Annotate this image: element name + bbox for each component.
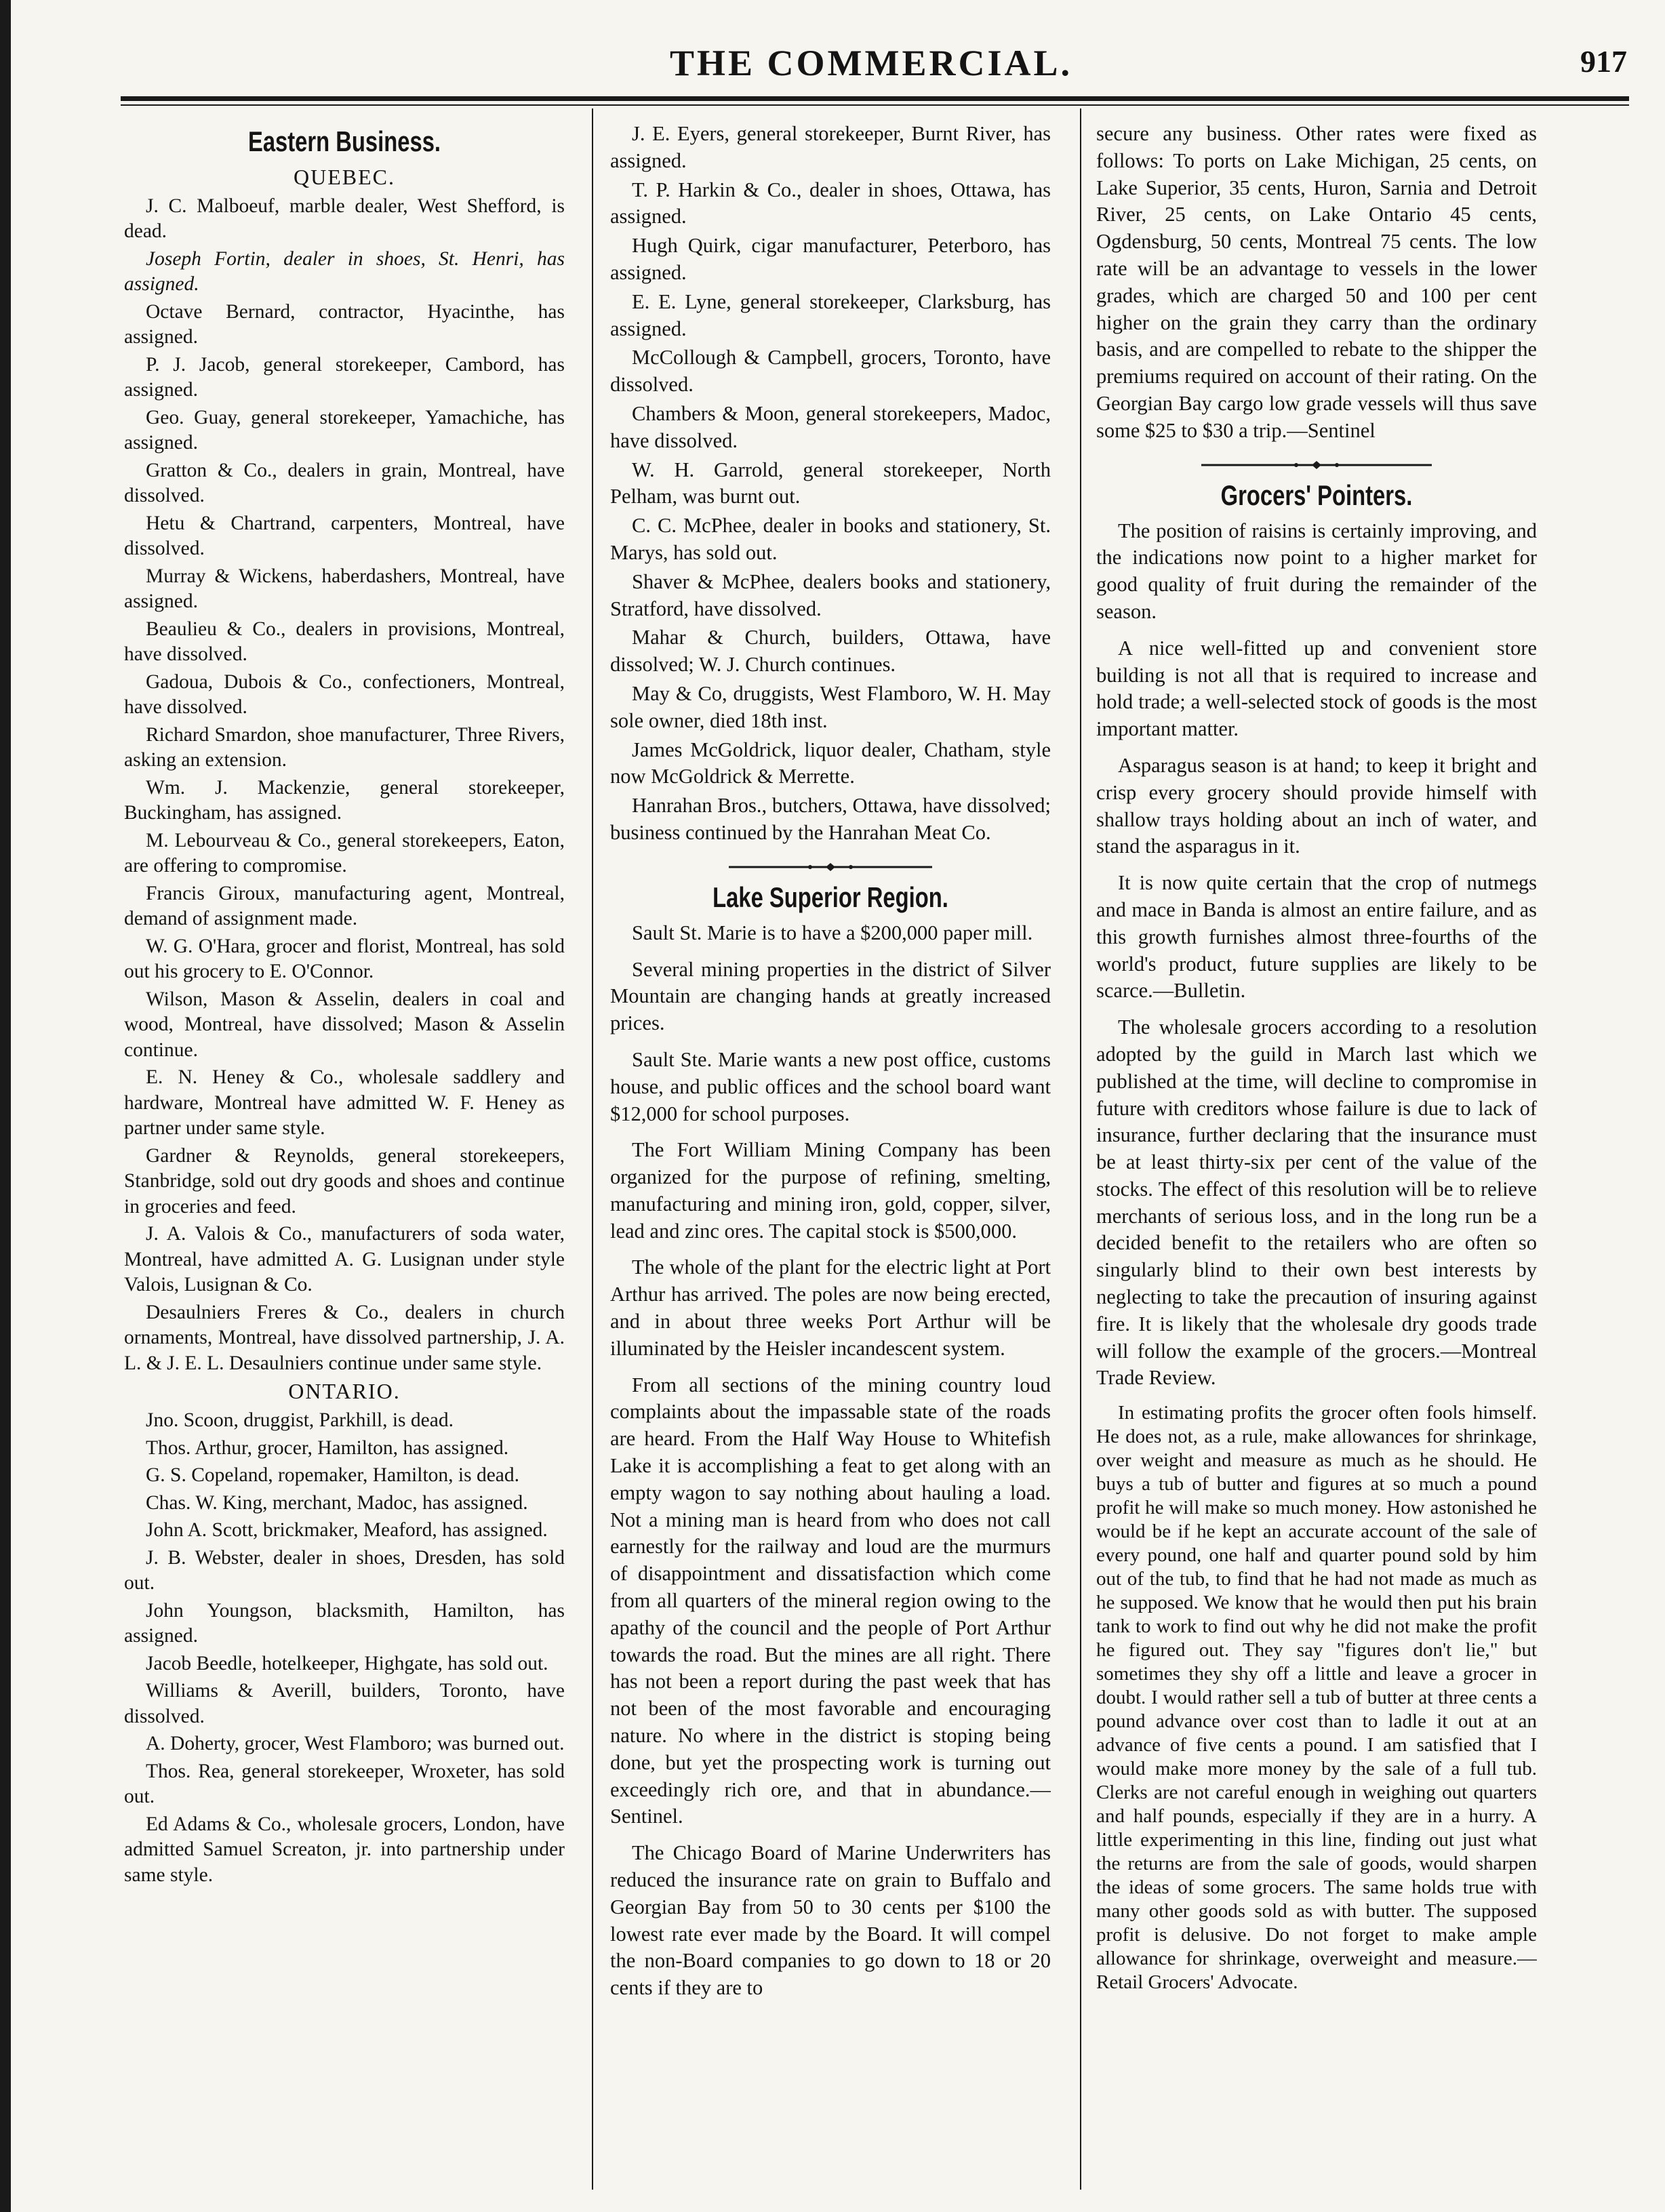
list-item: Chas. W. King, merchant, Madoc, has assigned. <box>146 1491 528 1514</box>
list-item: Mahar & Church, builders, Ottawa, have dissolved; W. J. Church continues. <box>610 626 1051 677</box>
list-item: J. A. Valois & Co., manufacturers of soda water, Montreal, have admitted A. G. Lusignan under style Valois, Lusignan & Co. <box>124 1223 565 1296</box>
paragraph: In estimating profits the grocer often fools himself. He does not, as a rule, make allowances for shrinkage, over weight and measure as much as he should. He buys a tub of butter and figures at so much a pound profit he will make so much money. How astonished he would be if he kept an accurate account of the sale of every pound, one half and quarter pound sold by him out of the tub, to find that he had not made as much as he supposed. We know that he would then put his brain tank to work to find out why he did not make the profit he figured out. They say "figures don't lie," but sometimes they shy off a little and leave a grocer in doubt. I would rather sell a tub of butter at three cents a pound advance over cost than to ladle it out at an advance of five cents a pound. I am satisfied that I would make more money by the sale of a full tub. Clerks are not careful enough in weighing out quarters and half pounds, especially if they are in a hurry. A little experimenting in this line, finding out just what the returns are from the sale of goods, would sharpen the ideas of some grocers. The same holds true with many other goods sold as with butter. The supposed profit is delusive. Do not forget to make ample allowance for shrinkage, overweight and measure.—Retail Grocers' Advocate. <box>1096 1402 1537 1994</box>
list-item: Chambers & Moon, general storekeepers, Madoc, have dissolved. <box>610 401 1051 452</box>
paragraph: From all sections of the mining country loud complaints about the impassable state of the roads are heard. From the Half Way House to Whitefish Lake it is accomplishing a feat to get along with an empty wagon to say nothing about hauling a load. Not a mining man is heard from who does not call earnestly for the railway and loud are the murmurs of disappointment and dissatisfaction which come from all quarters of the mineral region owing to the apathy of the council and the people of Port Arthur towards the road. But the mines are all right. There has not been a report during the past week that has not been of the most favorable and encouraging nature. No where in the district is stoping being done, but yet the prospecting work is turning out exceedingly rich ore, and that in abundance.—Sentinel. <box>610 1373 1051 1828</box>
list-item: J. E. Eyers, general storekeeper, Burnt River, has assigned. <box>610 122 1051 172</box>
list-item: Gadoua, Dubois & Co., confectioners, Montreal, have dissolved. <box>124 670 565 719</box>
paragraph: Asparagus season is at hand; to keep it bright and crisp every grocery should provide himself with shallow trays holding about an inch of water, and stand the asparagus in it. <box>1096 753 1537 858</box>
paragraph: Several mining properties in the district of Silver Mountain are changing hands at greatly increased prices. <box>610 957 1051 1035</box>
list-item: Hetu & Chartrand, carpenters, Montreal, have dissolved. <box>124 512 565 560</box>
section-heading-grocers-pointers: Grocers' Pointers. <box>1220 479 1413 511</box>
paragraph: Sault Ste. Marie wants a new post office, customs house, and public offices and the school board want $12,000 for school purposes. <box>610 1047 1051 1125</box>
column-divider-2 <box>1080 108 1081 2190</box>
list-item: C. C. McPhee, dealer in books and stationery, St. Marys, has sold out. <box>610 514 1051 564</box>
list-item: Joseph Fortin, dealer in shoes, St. Henri, has assigned. <box>124 247 565 296</box>
list-item: E. N. Heney & Co., wholesale saddlery and hardware, Montreal have admitted W. F. Heney as partner under same style. <box>124 1066 565 1140</box>
list-item: Thos. Rea, general storekeeper, Wroxeter, has sold out. <box>124 1760 565 1808</box>
list-item: Geo. Guay, general storekeeper, Yamachiche, has assigned. <box>124 406 565 454</box>
list-item: Murray & Wickens, haberdashers, Montreal, have assigned. <box>124 565 565 613</box>
list-item: T. P. Harkin & Co., dealer in shoes, Ottawa, has assigned. <box>610 178 1051 228</box>
paragraph: The Fort William Mining Company has been organized for the purpose of refining, smelting, manufacturing and mining iron, gold, copper, silver, lead and zinc ores. The capital stock is $500,000. <box>610 1138 1051 1243</box>
masthead-title: THE COMMERCIAL. <box>669 43 1072 83</box>
list-item: Richard Smardon, shoe manufacturer, Three Rivers, asking an extension. <box>124 723 565 771</box>
list-item: Williams & Averill, builders, Toronto, have dissolved. <box>124 1680 565 1727</box>
column-3 <box>1096 121 1537 2195</box>
list-item: A. Doherty, grocer, West Flamboro; was burned out. <box>146 1733 565 1755</box>
list-item: Ed Adams & Co., wholesale grocers, London, have admitted Samuel Screaton, jr. into partnership under same style. <box>124 1813 565 1886</box>
list-item: G. S. Copeland, ropemaker, Hamilton, is dead. <box>146 1464 520 1487</box>
column-1 <box>124 121 565 2195</box>
paragraph: A nice well-fitted up and convenient store building is not all that is required to increase and hold trade; a well-selected stock of goods is the most important matter. <box>1096 636 1537 741</box>
list-item: Jno. Scoon, druggist, Parkhill, is dead. <box>146 1409 454 1432</box>
subheading-ontario: ONTARIO. <box>288 1379 401 1404</box>
section-ornament-divider <box>1096 451 1537 475</box>
list-item: J. C. Malboeuf, marble dealer, West Shefford, is dead. <box>124 195 565 243</box>
list-item: M. Lebourveau & Co., general storekeepers, Eaton, are offering to compromise. <box>124 829 565 877</box>
subheading-quebec: QUEBEC. <box>294 165 395 189</box>
page-edge-shadow <box>0 0 11 2212</box>
paragraph: The wholesale grocers according to a resolution adopted by the guild in March last which we published at the time, will decline to compromise in future with creditors whose failure is due to lack of insurance, further declaring that the insurance must be at least thirty-six per cent of the value of the stocks. The effect of this resolution will be to relieve merchants of serious loss, and in the long run be a decided benefit to the retailers who are often so singularly blind to their own best interests by neglecting to take the precaution of insuring against fire. It is likely that the wholesale dry goods trade will follow the example of the grocers.—Montreal Trade Review. <box>1096 1015 1537 1390</box>
paragraph: The Chicago Board of Marine Underwriters has reduced the insurance rate on grain to Buffalo and Georgian Bay from 50 to 30 cents per $100 the lowest rate ever made by the Board. It will compel the non-Board companies to go down to 18 or 20 cents if they are to <box>610 1841 1051 2000</box>
list-item: Hugh Quirk, cigar manufacturer, Peterboro, has assigned. <box>610 234 1051 284</box>
list-item: Shaver & McPhee, dealers books and stationery, Stratford, have dissolved. <box>610 569 1051 620</box>
list-item: McCollough & Campbell, grocers, Toronto, have dissolved. <box>610 346 1051 397</box>
list-item: May & Co, druggists, West Flamboro, W. H. May sole owner, died 18th inst. <box>610 681 1051 732</box>
list-item: Francis Giroux, manufacturing agent, Montreal, demand of assignment made. <box>124 882 565 930</box>
paragraph-continued: secure any business. Other rates were fixed as follows: To ports on Lake Michigan, 25 cents, on Lake Superior, 35 cents, Huron, Sarnia and Detroit River, 25 cents, on Lake Ontario 45 cents, Ogdensburg, 50 cents, Montreal 75 cents. The low rate will be an advantage to vessels in the lower grades, which are charged 50 and 100 per cent higher on the grain they carry than the ordinary basis, and are compelled to rebate to the shipper the premiums required on account of their rating. On the Georgian Bay cargo low grade vessels will thus save some $25 to $30 a trip.—Sentinel <box>1096 122 1537 442</box>
section-heading-eastern-business: Eastern Business. <box>247 125 441 157</box>
header-rule-thin <box>121 104 1629 106</box>
header-rule-thick <box>121 96 1629 101</box>
list-item: J. B. Webster, dealer in shoes, Dresden, has sold out. <box>124 1546 565 1594</box>
page-number: 917 <box>1580 44 1627 79</box>
list-item: W. G. O'Hara, grocer and florist, Montreal, has sold out his grocery to E. O'Connor. <box>124 935 565 983</box>
paragraph: Sault St. Marie is to have a $200,000 paper mill. <box>632 921 1033 944</box>
page-header <box>115 42 1627 96</box>
list-item: P. J. Jacob, general storekeeper, Cambord, has assigned. <box>124 353 565 401</box>
section-ornament-divider <box>610 853 1051 877</box>
list-item: John Youngson, blacksmith, Hamilton, has assigned. <box>124 1599 565 1647</box>
list-item: Thos. Arthur, grocer, Hamilton, has assigned. <box>146 1436 509 1459</box>
list-item: E. E. Lyne, general storekeeper, Clarksburg, has assigned. <box>610 289 1051 340</box>
list-item: John A. Scott, brickmaker, Meaford, has assigned. <box>146 1519 548 1542</box>
list-item: Jacob Beedle, hotelkeeper, Highgate, has sold out. <box>146 1652 548 1674</box>
list-item: Wm. J. Mackenzie, general storekeeper, Buckingham, has assigned. <box>124 776 565 824</box>
list-item: Octave Bernard, contractor, Hyacinthe, has assigned. <box>124 300 565 348</box>
paragraph: The whole of the plant for the electric light at Port Arthur has arrived. The poles are now being erected, and in about three weeks Port Arthur will be illuminated by the Heisler incandescent system. <box>610 1255 1051 1360</box>
paragraph: The position of raisins is certainly improving, and the indications now point to a higher market for good quality of fruit during the remainder of the season. <box>1096 519 1537 623</box>
list-item: Gratton & Co., dealers in grain, Montreal, have dissolved. <box>124 459 565 507</box>
list-item: Hanrahan Bros., butchers, Ottawa, have dissolved; business continued by the Hanrahan Meat Co. <box>610 794 1051 844</box>
list-item: Wilson, Mason & Asselin, dealers in coal and wood, Montreal, have dissolved; Mason & Asselin continue. <box>124 988 565 1061</box>
section-heading-lake-superior: Lake Superior Region. <box>713 881 948 913</box>
column-2 <box>610 121 1051 2195</box>
list-item: James McGoldrick, liquor dealer, Chatham, style now McGoldrick & Merrette. <box>610 738 1051 788</box>
list-item: Gardner & Reynolds, general storekeepers, Stanbridge, sold out dry goods and shoes and continue in groceries and feed. <box>124 1144 565 1218</box>
paragraph: It is now quite certain that the crop of nutmegs and mace in Banda is almost an entire failure, and as this growth furnishes almost three-fourths of the world's product, future supplies are likely to be scarce.—Bulletin. <box>1096 871 1537 1003</box>
list-item: Beaulieu & Co., dealers in provisions, Montreal, have dissolved. <box>124 618 565 666</box>
list-item: Desaulniers Freres & Co., dealers in church ornaments, Montreal, have dissolved partnership, J. A. L. & J. E. L. Desaulniers continue under same style. <box>124 1301 565 1374</box>
column-divider-1 <box>592 108 593 2190</box>
list-item: W. H. Garrold, general storekeeper, North Pelham, was burnt out. <box>610 458 1051 508</box>
